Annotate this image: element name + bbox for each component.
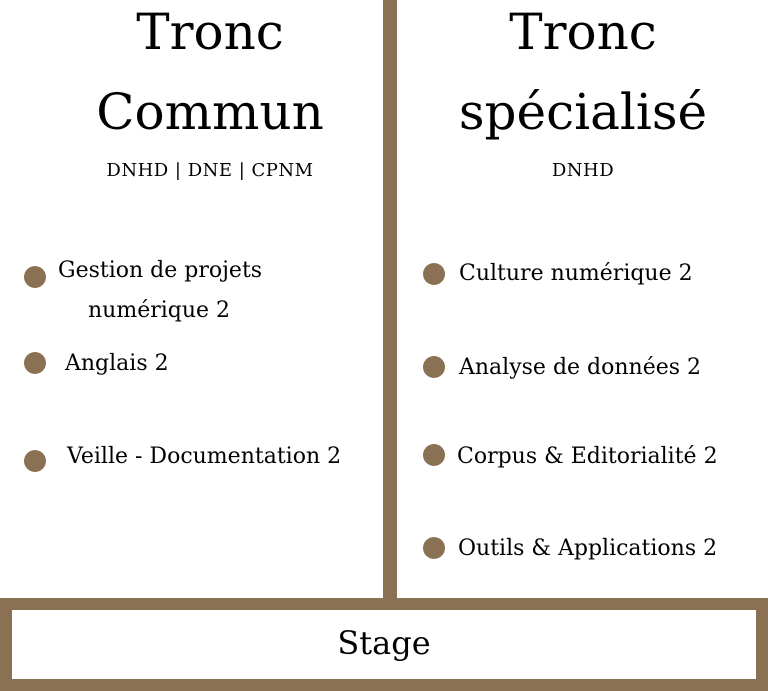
bullet-icon xyxy=(24,450,46,472)
column-divider xyxy=(383,0,397,603)
bullet-icon xyxy=(423,444,445,466)
left-item-1-line2: numérique 2 xyxy=(88,298,231,323)
right-subtitle: DNHD xyxy=(551,160,615,181)
bullet-icon xyxy=(24,352,46,374)
right-title-line2: spécialisé xyxy=(458,83,708,141)
left-item-2: Anglais 2 xyxy=(65,351,169,376)
left-item-1-line1: Gestion de projets xyxy=(58,258,263,283)
left-subtitle: DNHD | DNE | CPNM xyxy=(106,160,314,181)
left-title-line2: Commun xyxy=(96,83,324,141)
bullet-icon xyxy=(423,356,445,378)
right-item-2: Analyse de données 2 xyxy=(459,355,702,380)
right-item-3: Corpus & Editorialité 2 xyxy=(457,444,718,469)
right-title-line1: Tronc xyxy=(509,3,657,61)
right-item-1: Culture numérique 2 xyxy=(459,261,693,286)
left-item-3: Veille - Documentation 2 xyxy=(67,444,342,469)
bullet-icon xyxy=(423,537,445,559)
right-item-4: Outils & Applications 2 xyxy=(458,536,718,561)
bullet-icon xyxy=(24,266,46,288)
bullet-icon xyxy=(423,263,445,285)
stage-box xyxy=(0,598,768,691)
stage-label: Stage xyxy=(337,623,431,662)
left-title-line1: Tronc xyxy=(136,3,284,61)
